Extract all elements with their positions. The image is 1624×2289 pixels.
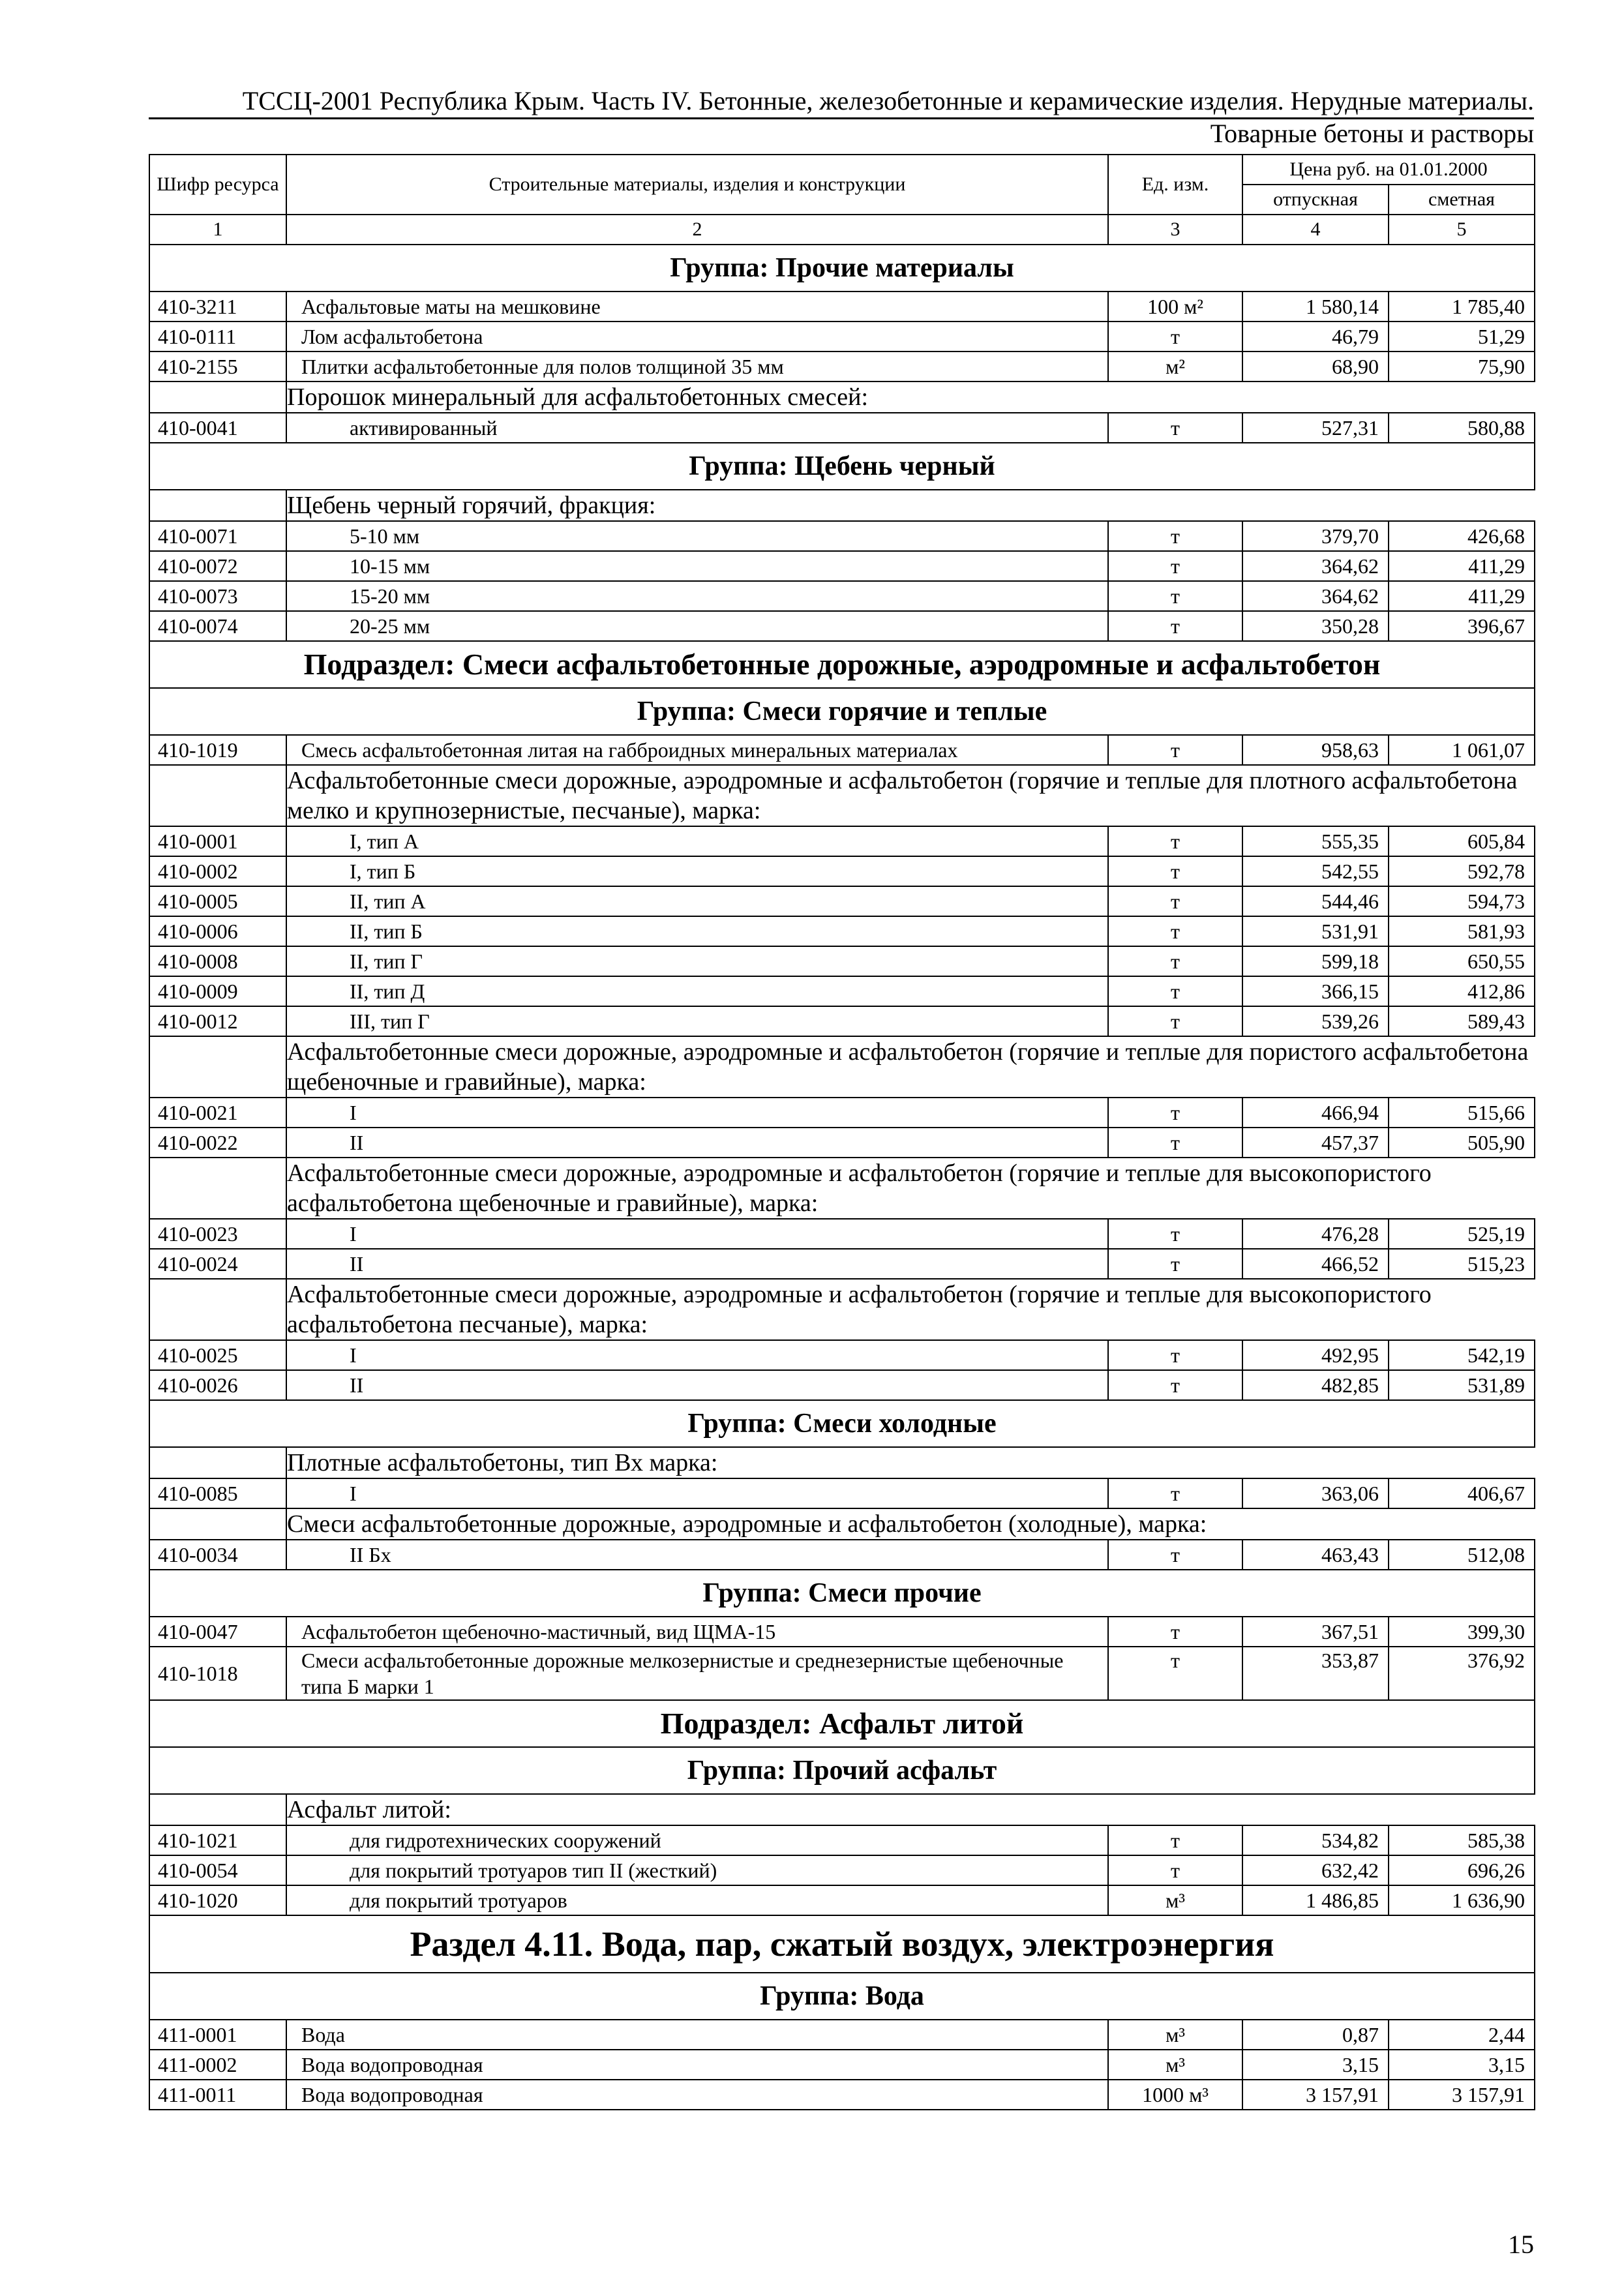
release-price: 534,82: [1242, 1825, 1389, 1855]
subheading-row: [149, 1279, 1535, 1340]
table-row: [149, 1340, 1535, 1370]
resource-code: 410-1020: [149, 1885, 286, 1915]
release-price: 632,42: [1242, 1855, 1389, 1885]
table-row: [149, 292, 1535, 322]
table-row: [149, 1219, 1535, 1249]
header-col-number: 5: [1389, 215, 1535, 245]
table-row: [149, 1855, 1535, 1885]
header-name: Строительные материалы, изделия и конструкции: [286, 155, 1108, 215]
unit-of-measure: т: [1108, 1478, 1242, 1508]
subheading-text: Асфальт литой:: [287, 1796, 451, 1823]
table-row: [149, 2080, 1535, 2110]
group-heading: Группа: Смеси холодные: [149, 1400, 1535, 1447]
estimate-price: 1 636,90: [1389, 1885, 1535, 1915]
resource-code: 411-0001: [149, 2020, 286, 2050]
unit-of-measure: т: [1108, 856, 1242, 886]
estimate-price: 696,26: [1389, 1855, 1535, 1885]
estimate-price: 515,66: [1389, 1098, 1535, 1128]
material-name: 10-15 мм: [286, 551, 1108, 581]
subheading-text: Порошок минеральный для асфальтобетонных смесей:: [287, 383, 869, 411]
group-heading-row: [149, 1973, 1535, 2020]
material-name: II, тип Б: [286, 916, 1108, 946]
material-name: Вода водопроводная: [286, 2080, 1108, 2110]
group-heading-row: [149, 1570, 1535, 1617]
subheading-text: Плотные асфальтобетоны, тип Вх марка:: [287, 1449, 718, 1476]
material-name: I: [286, 1478, 1108, 1508]
table-row: [149, 1478, 1535, 1508]
unit-of-measure: т: [1108, 1370, 1242, 1400]
resource-code: 410-0071: [149, 521, 286, 551]
release-price: 364,62: [1242, 551, 1389, 581]
material-name: II: [286, 1370, 1108, 1400]
release-price: 364,62: [1242, 581, 1389, 611]
unit-of-measure: т: [1108, 1249, 1242, 1279]
resource-code: 410-0072: [149, 551, 286, 581]
unit-of-measure: т: [1108, 413, 1242, 443]
unit-of-measure: т: [1108, 521, 1242, 551]
code-cell-empty: [149, 382, 286, 413]
estimate-price: 426,68: [1389, 521, 1535, 551]
estimate-price: 580,88: [1389, 413, 1535, 443]
resource-code: 410-3211: [149, 292, 286, 322]
estimate-price: 399,30: [1389, 1617, 1535, 1647]
release-price: 599,18: [1242, 946, 1389, 976]
unit-of-measure: т: [1108, 1340, 1242, 1370]
estimate-price: 2,44: [1389, 2020, 1535, 2050]
subheading-text: Смеси асфальтобетонные дорожные, аэродромные и асфальтобетон (холодные), марка:: [287, 1510, 1207, 1538]
release-price: 531,91: [1242, 916, 1389, 946]
header-col-number: 1: [149, 215, 286, 245]
table-row: [149, 976, 1535, 1006]
estimate-price: 51,29: [1389, 322, 1535, 352]
code-cell-empty: [149, 1447, 286, 1478]
group-heading: Группа: Прочий асфальт: [149, 1747, 1535, 1794]
resource-code: 410-0047: [149, 1617, 286, 1647]
group-heading-row: [149, 443, 1535, 490]
estimate-price: 581,93: [1389, 916, 1535, 946]
page-number: 15: [1508, 2230, 1534, 2259]
unit-of-measure: т: [1108, 322, 1242, 352]
resource-code: 410-0085: [149, 1478, 286, 1508]
estimate-price: 512,08: [1389, 1540, 1535, 1570]
subsection-heading-row: [149, 641, 1535, 688]
material-name: Асфальтовые маты на мешковине: [286, 292, 1108, 322]
resource-code: 410-1019: [149, 735, 286, 765]
material-name: для гидротехнических сооружений: [286, 1825, 1108, 1855]
material-name: II: [286, 1128, 1108, 1158]
release-price: 353,87: [1242, 1647, 1389, 1700]
table-row: [149, 521, 1535, 551]
subheading-row: [149, 1508, 1535, 1540]
estimate-price: 3,15: [1389, 2050, 1535, 2080]
header-estimate-price: сметная: [1389, 185, 1535, 215]
material-name: II, тип А: [286, 886, 1108, 916]
code-cell-empty: [149, 1036, 286, 1098]
unit-of-measure: т: [1108, 1128, 1242, 1158]
running-header-title: ТССЦ-2001 Республика Крым. Часть IV. Бетонные, железобетонные и керамические изделия. Нерудные материалы.: [242, 86, 1534, 115]
unit-of-measure: т: [1108, 581, 1242, 611]
unit-of-measure: 100 м²: [1108, 292, 1242, 322]
release-price: 466,94: [1242, 1098, 1389, 1128]
release-price: 46,79: [1242, 322, 1389, 352]
estimate-price: 650,55: [1389, 946, 1535, 976]
material-name: для покрытий тротуаров тип II (жесткий): [286, 1855, 1108, 1885]
unit-of-measure: т: [1108, 1006, 1242, 1036]
release-price: 492,95: [1242, 1340, 1389, 1370]
unit-of-measure: т: [1108, 1617, 1242, 1647]
resource-code: 410-1018: [149, 1647, 286, 1700]
material-name: Вода: [286, 2020, 1108, 2050]
subheading-row: [149, 765, 1535, 826]
estimate-price: 605,84: [1389, 826, 1535, 856]
subheading-text: Асфальтобетонные смеси дорожные, аэродромные и асфальтобетон (горячие и теплые для плотного асфальтобетона мелко и крупнозернистые, песчаные), марка:: [287, 767, 1518, 824]
table-row: [149, 322, 1535, 352]
table-row: [149, 611, 1535, 641]
table-row: [149, 735, 1535, 765]
section-heading: Подраздел: Смеси асфальтобетонные дорожные, аэродромные и асфальтобетон: [149, 641, 1535, 688]
table-row: [149, 2050, 1535, 2080]
running-header-subtitle: Товарные бетоны и растворы: [1210, 119, 1534, 148]
estimate-price: 396,67: [1389, 611, 1535, 641]
table-row: [149, 916, 1535, 946]
header-price: Цена руб. на 01.01.2000: [1242, 155, 1535, 185]
table-row: [149, 1647, 1535, 1700]
resource-code: 410-0022: [149, 1128, 286, 1158]
resource-code: 410-0034: [149, 1540, 286, 1570]
unit-of-measure: м³: [1108, 1885, 1242, 1915]
table-row: [149, 413, 1535, 443]
release-price: 366,15: [1242, 976, 1389, 1006]
code-cell-empty: [149, 1279, 286, 1340]
release-price: 1 486,85: [1242, 1885, 1389, 1915]
table-row: [149, 1006, 1535, 1036]
material-name: I: [286, 1340, 1108, 1370]
estimate-price: 1 061,07: [1389, 735, 1535, 765]
release-price: 350,28: [1242, 611, 1389, 641]
table-header: [149, 155, 1535, 245]
release-price: 527,31: [1242, 413, 1389, 443]
release-price: 379,70: [1242, 521, 1389, 551]
release-price: 463,43: [1242, 1540, 1389, 1570]
resource-code: 410-0074: [149, 611, 286, 641]
material-name: Асфальтобетон щебеночно-мастичный, вид ЩМА-15: [286, 1617, 1108, 1647]
resource-code: 410-2155: [149, 352, 286, 382]
resource-code: 410-0054: [149, 1855, 286, 1885]
unit-of-measure: т: [1108, 551, 1242, 581]
material-name: 15-20 мм: [286, 581, 1108, 611]
unit-of-measure: м³: [1108, 2020, 1242, 2050]
release-price: 457,37: [1242, 1128, 1389, 1158]
release-price: 539,26: [1242, 1006, 1389, 1036]
release-price: 3,15: [1242, 2050, 1389, 2080]
material-name: II: [286, 1249, 1108, 1279]
estimate-price: 525,19: [1389, 1219, 1535, 1249]
subheading-row: [149, 1036, 1535, 1098]
table-row: [149, 551, 1535, 581]
material-name: II Бх: [286, 1540, 1108, 1570]
unit-of-measure: 1000 м³: [1108, 2080, 1242, 2110]
subheading-text: Асфальтобетонные смеси дорожные, аэродромные и асфальтобетон (горячие и теплые для пористого асфальтобетона щебеночные и гравийные), марка:: [287, 1038, 1529, 1096]
release-price: 544,46: [1242, 886, 1389, 916]
estimate-price: 412,86: [1389, 976, 1535, 1006]
resource-code: 410-0009: [149, 976, 286, 1006]
resource-code: 410-0006: [149, 916, 286, 946]
table-row: [149, 886, 1535, 916]
resource-code: 411-0011: [149, 2080, 286, 2110]
table-row: [149, 1825, 1535, 1855]
table-body: [149, 245, 1535, 2110]
code-cell-empty: [149, 1794, 286, 1825]
subheading-row: [149, 1794, 1535, 1825]
header-col-number: 2: [286, 215, 1108, 245]
resource-code: 410-0026: [149, 1370, 286, 1400]
price-table: [149, 154, 1535, 2110]
table-row: [149, 1098, 1535, 1128]
release-price: 476,28: [1242, 1219, 1389, 1249]
resource-code: 410-0012: [149, 1006, 286, 1036]
estimate-price: 1 785,40: [1389, 292, 1535, 322]
material-name: II, тип Д: [286, 976, 1108, 1006]
section-heading-row: [149, 1915, 1535, 1973]
table-row: [149, 581, 1535, 611]
release-price: 958,63: [1242, 735, 1389, 765]
resource-code: 410-0002: [149, 856, 286, 886]
release-price: 542,55: [1242, 856, 1389, 886]
estimate-price: 505,90: [1389, 1128, 1535, 1158]
subheading-text: Асфальтобетонные смеси дорожные, аэродромные и асфальтобетон (горячие и теплые для высокопористого асфальтобетона щебеночные и гравийные), марка:: [287, 1159, 1432, 1217]
resource-code: 410-0008: [149, 946, 286, 976]
group-heading: Группа: Смеси прочие: [149, 1570, 1535, 1617]
estimate-price: 542,19: [1389, 1340, 1535, 1370]
estimate-price: 594,73: [1389, 886, 1535, 916]
material-name: I: [286, 1098, 1108, 1128]
material-name: Плитки асфальтобетонные для полов толщиной 35 мм: [286, 352, 1108, 382]
subheading-row: [149, 1447, 1535, 1478]
estimate-price: 592,78: [1389, 856, 1535, 886]
unit-of-measure: т: [1108, 826, 1242, 856]
material-name: 20-25 мм: [286, 611, 1108, 641]
unit-of-measure: т: [1108, 735, 1242, 765]
material-name: I, тип А: [286, 826, 1108, 856]
material-name: III, тип Г: [286, 1006, 1108, 1036]
unit-of-measure: т: [1108, 611, 1242, 641]
release-price: 555,35: [1242, 826, 1389, 856]
subheading-text: Асфальтобетонные смеси дорожные, аэродромные и асфальтобетон (горячие и теплые для высокопористого асфальтобетона песчаные), марка:: [287, 1281, 1432, 1338]
table-row: [149, 352, 1535, 382]
material-name: для покрытий тротуаров: [286, 1885, 1108, 1915]
material-name: 5-10 мм: [286, 521, 1108, 551]
subheading-text: Щебень черный горячий, фракция:: [287, 492, 656, 519]
group-heading-row: [149, 688, 1535, 735]
resource-code: 411-0002: [149, 2050, 286, 2080]
table-row: [149, 1370, 1535, 1400]
resource-code: 410-0025: [149, 1340, 286, 1370]
code-cell-empty: [149, 765, 286, 826]
estimate-price: 406,67: [1389, 1478, 1535, 1508]
subheading-row: [149, 490, 1535, 521]
resource-code: 410-0111: [149, 322, 286, 352]
group-heading: Группа: Щебень черный: [149, 443, 1535, 490]
release-price: 482,85: [1242, 1370, 1389, 1400]
unit-of-measure: м²: [1108, 352, 1242, 382]
table-row: [149, 946, 1535, 976]
header-col-number: 3: [1108, 215, 1242, 245]
resource-code: 410-0021: [149, 1098, 286, 1128]
table-row: [149, 1540, 1535, 1570]
part-heading: Раздел 4.11. Вода, пар, сжатый воздух, электроэнергия: [149, 1915, 1535, 1973]
header-code: Шифр ресурса: [149, 155, 286, 215]
material-name: II, тип Г: [286, 946, 1108, 976]
unit-of-measure: т: [1108, 1855, 1242, 1885]
resource-code: 410-0024: [149, 1249, 286, 1279]
group-heading: Группа: Смеси горячие и теплые: [149, 688, 1535, 735]
unit-of-measure: т: [1108, 946, 1242, 976]
material-name: I: [286, 1219, 1108, 1249]
release-price: 367,51: [1242, 1617, 1389, 1647]
resource-code: 410-0073: [149, 581, 286, 611]
subsection-heading-row: [149, 1700, 1535, 1747]
code-cell-empty: [149, 1158, 286, 1219]
resource-code: 410-0041: [149, 413, 286, 443]
subheading-row: [149, 382, 1535, 413]
resource-code: 410-0001: [149, 826, 286, 856]
table-row: [149, 1128, 1535, 1158]
table-row: [149, 1885, 1535, 1915]
unit-of-measure: т: [1108, 1098, 1242, 1128]
unit-of-measure: т: [1108, 1540, 1242, 1570]
table-row: [149, 1617, 1535, 1647]
release-price: 466,52: [1242, 1249, 1389, 1279]
material-name: I, тип Б: [286, 856, 1108, 886]
material-name: активированный: [286, 413, 1108, 443]
unit-of-measure: т: [1108, 1647, 1242, 1700]
group-heading: Группа: Вода: [149, 1973, 1535, 2020]
material-name: Смесь асфальтобетонная литая на габброидных минеральных материалах: [286, 735, 1108, 765]
estimate-price: 75,90: [1389, 352, 1535, 382]
material-name: Вода водопроводная: [286, 2050, 1108, 2080]
table-row: [149, 856, 1535, 886]
estimate-price: 589,43: [1389, 1006, 1535, 1036]
resource-code: 410-1021: [149, 1825, 286, 1855]
unit-of-measure: т: [1108, 976, 1242, 1006]
release-price: 363,06: [1242, 1478, 1389, 1508]
table-row: [149, 826, 1535, 856]
group-heading-row: [149, 245, 1535, 292]
release-price: 0,87: [1242, 2020, 1389, 2050]
header-release-price: отпускная: [1242, 185, 1389, 215]
estimate-price: 411,29: [1389, 581, 1535, 611]
group-heading-row: [149, 1400, 1535, 1447]
header-col-number: 4: [1242, 215, 1389, 245]
unit-of-measure: м³: [1108, 2050, 1242, 2080]
unit-of-measure: т: [1108, 916, 1242, 946]
resource-code: 410-0023: [149, 1219, 286, 1249]
estimate-price: 411,29: [1389, 551, 1535, 581]
estimate-price: 376,92: [1389, 1647, 1535, 1700]
estimate-price: 531,89: [1389, 1370, 1535, 1400]
estimate-price: 585,38: [1389, 1825, 1535, 1855]
code-cell-empty: [149, 490, 286, 521]
header-unit: Ед. изм.: [1108, 155, 1242, 215]
subheading-row: [149, 1158, 1535, 1219]
table-row: [149, 2020, 1535, 2050]
release-price: 68,90: [1242, 352, 1389, 382]
unit-of-measure: т: [1108, 1825, 1242, 1855]
table-row: [149, 1249, 1535, 1279]
material-name: Смеси асфальтобетонные дорожные мелкозернистые и среднезернистые щебеночные типа Б марки 1: [286, 1647, 1108, 1700]
group-heading: Группа: Прочие материалы: [149, 245, 1535, 292]
section-heading: Подраздел: Асфальт литой: [149, 1700, 1535, 1747]
unit-of-measure: т: [1108, 1219, 1242, 1249]
group-heading-row: [149, 1747, 1535, 1794]
material-name: Лом асфальтобетона: [286, 322, 1108, 352]
resource-code: 410-0005: [149, 886, 286, 916]
estimate-price: 515,23: [1389, 1249, 1535, 1279]
release-price: 1 580,14: [1242, 292, 1389, 322]
code-cell-empty: [149, 1508, 286, 1540]
release-price: 3 157,91: [1242, 2080, 1389, 2110]
unit-of-measure: т: [1108, 886, 1242, 916]
estimate-price: 3 157,91: [1389, 2080, 1535, 2110]
